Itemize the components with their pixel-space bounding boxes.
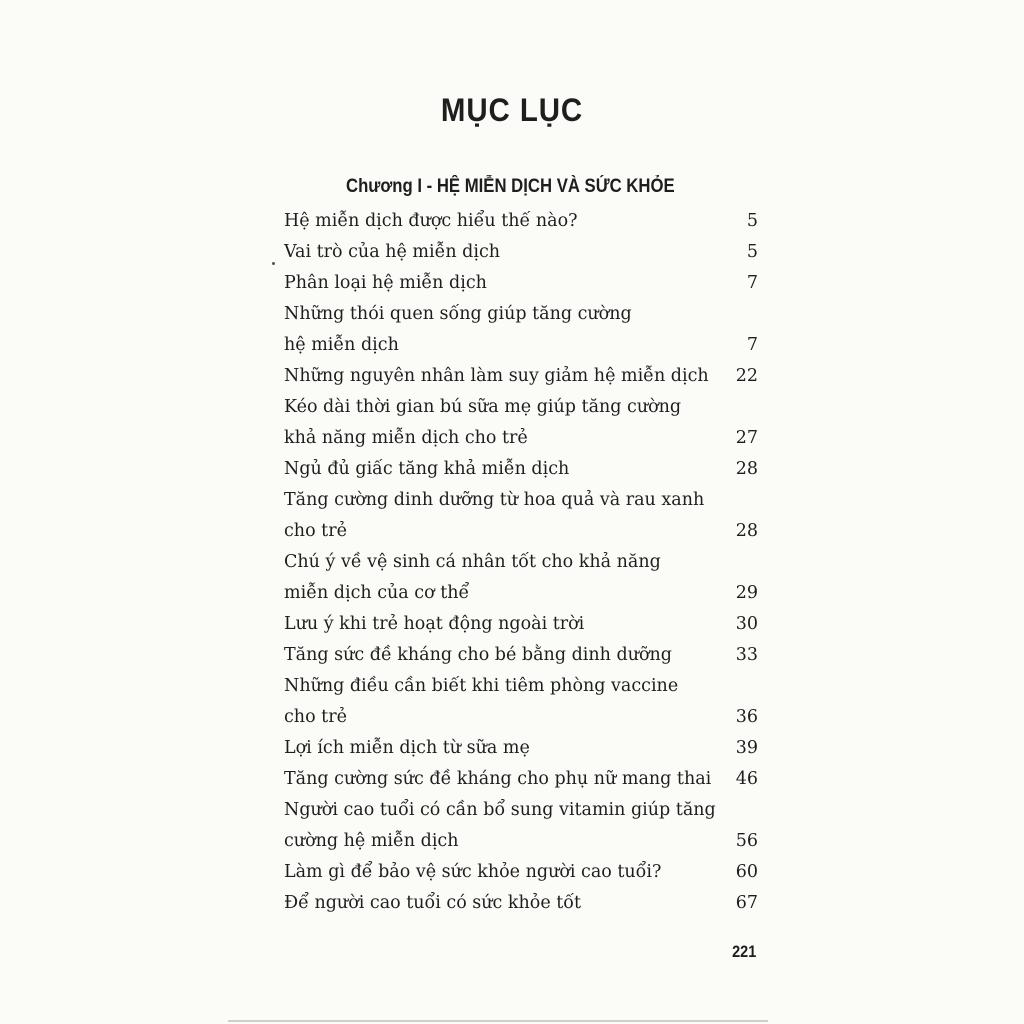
toc-entry-page: 56: [735, 831, 758, 851]
toc-entry-title: Phân loại hệ miễn dịch: [284, 273, 487, 293]
toc-entry-title: Hệ miễn dịch được hiểu thế nào?: [284, 211, 578, 231]
toc-entry-title: Những thói quen sống giúp tăng cường: [284, 304, 632, 324]
toc-entry: [284, 733, 774, 764]
toc-entry-title: hệ miễn dịch: [284, 335, 399, 355]
toc-entry: [284, 671, 774, 702]
toc-entry-page: 5: [746, 211, 758, 231]
print-speck: [272, 262, 275, 265]
toc-entry-title: Những điều cần biết khi tiêm phòng vaccine: [284, 676, 679, 696]
toc-entry-page: 33: [735, 645, 758, 665]
page-edge: [228, 1020, 768, 1022]
toc-entry-page: 7: [746, 335, 758, 355]
toc-entry-page: 28: [735, 521, 758, 541]
toc-entry-page: 27: [735, 428, 758, 448]
toc-entry: [284, 392, 774, 423]
toc-entry-page: 39: [735, 738, 758, 758]
toc-entry: [284, 268, 774, 299]
toc-entry-title: Những nguyên nhân làm suy giảm hệ miễn dịch: [284, 366, 709, 386]
toc-entry-page: 30: [735, 614, 758, 634]
toc-entry: [284, 330, 774, 361]
toc-entry-title: cường hệ miễn dịch: [284, 831, 459, 851]
toc-entry: [284, 609, 774, 640]
toc-entry: [284, 423, 774, 454]
toc-entry-title: Kéo dài thời gian bú sữa mẹ giúp tăng cường: [284, 397, 682, 417]
toc-entry: [284, 578, 774, 609]
toc-entry-title: cho trẻ: [284, 707, 347, 727]
toc-entry-title: Lợi ích miễn dịch từ sữa mẹ: [284, 738, 530, 758]
toc-entry-title: Tăng sức đề kháng cho bé bằng dinh dưỡng: [284, 645, 672, 665]
toc-entry: [284, 888, 774, 919]
toc-entry-page: 7: [746, 273, 758, 293]
toc-entry-title: Làm gì để bảo vệ sức khỏe người cao tuổi?: [284, 862, 662, 882]
toc-entry-title: Người cao tuổi có cần bổ sung vitamin giúp tăng: [284, 800, 716, 820]
toc-entry: [284, 237, 774, 268]
toc-entry: [284, 764, 774, 795]
toc-entry-title: Ngủ đủ giấc tăng khả miễn dịch: [284, 459, 570, 479]
toc-entry-title: Lưu ý khi trẻ hoạt động ngoài trời: [284, 614, 585, 634]
toc-entry-title: Tăng cường sức đề kháng cho phụ nữ mang thai: [284, 769, 712, 789]
toc-entry-page: 5: [746, 242, 758, 262]
toc-entry: [284, 795, 774, 826]
toc-entry-title: Tăng cường dinh dưỡng từ hoa quả và rau xanh: [284, 490, 705, 510]
toc-entry-title: khả năng miễn dịch cho trẻ: [284, 428, 528, 448]
toc-entry: [284, 640, 774, 671]
toc-entry-page: 28: [735, 459, 758, 479]
toc-entry-page: 46: [735, 769, 758, 789]
toc-entry: [284, 516, 774, 547]
toc-entry: [284, 485, 774, 516]
toc-entry-page: 67: [735, 893, 758, 913]
toc-entry-title: Chú ý về vệ sinh cá nhân tốt cho khả năng: [284, 552, 661, 572]
page-title: MỤC LỤC: [440, 92, 584, 128]
toc-entry-title: miễn dịch của cơ thể: [284, 583, 470, 603]
toc-entry: [284, 826, 774, 857]
toc-entry-page: 60: [735, 862, 758, 882]
chapter-heading: Chương I - HỆ MIỄN DỊCH VÀ SỨC KHỎE: [346, 176, 675, 197]
toc-entry: [284, 361, 774, 392]
toc-entry: [284, 547, 774, 578]
toc-entry: [284, 206, 774, 237]
toc-entry-title: Vai trò của hệ miễn dịch: [284, 242, 501, 262]
toc-entry: [284, 702, 774, 733]
toc-entry: [284, 299, 774, 330]
toc-entry-title: cho trẻ: [284, 521, 347, 541]
page-number: 221: [732, 942, 757, 961]
toc-entry-title: Để người cao tuổi có sức khỏe tốt: [284, 893, 582, 913]
toc-entry: [284, 454, 774, 485]
toc-entry-page: 36: [735, 707, 758, 727]
toc-entry: [284, 857, 774, 888]
toc-entry-page: 22: [735, 366, 758, 386]
toc-entry-page: 29: [735, 583, 758, 603]
